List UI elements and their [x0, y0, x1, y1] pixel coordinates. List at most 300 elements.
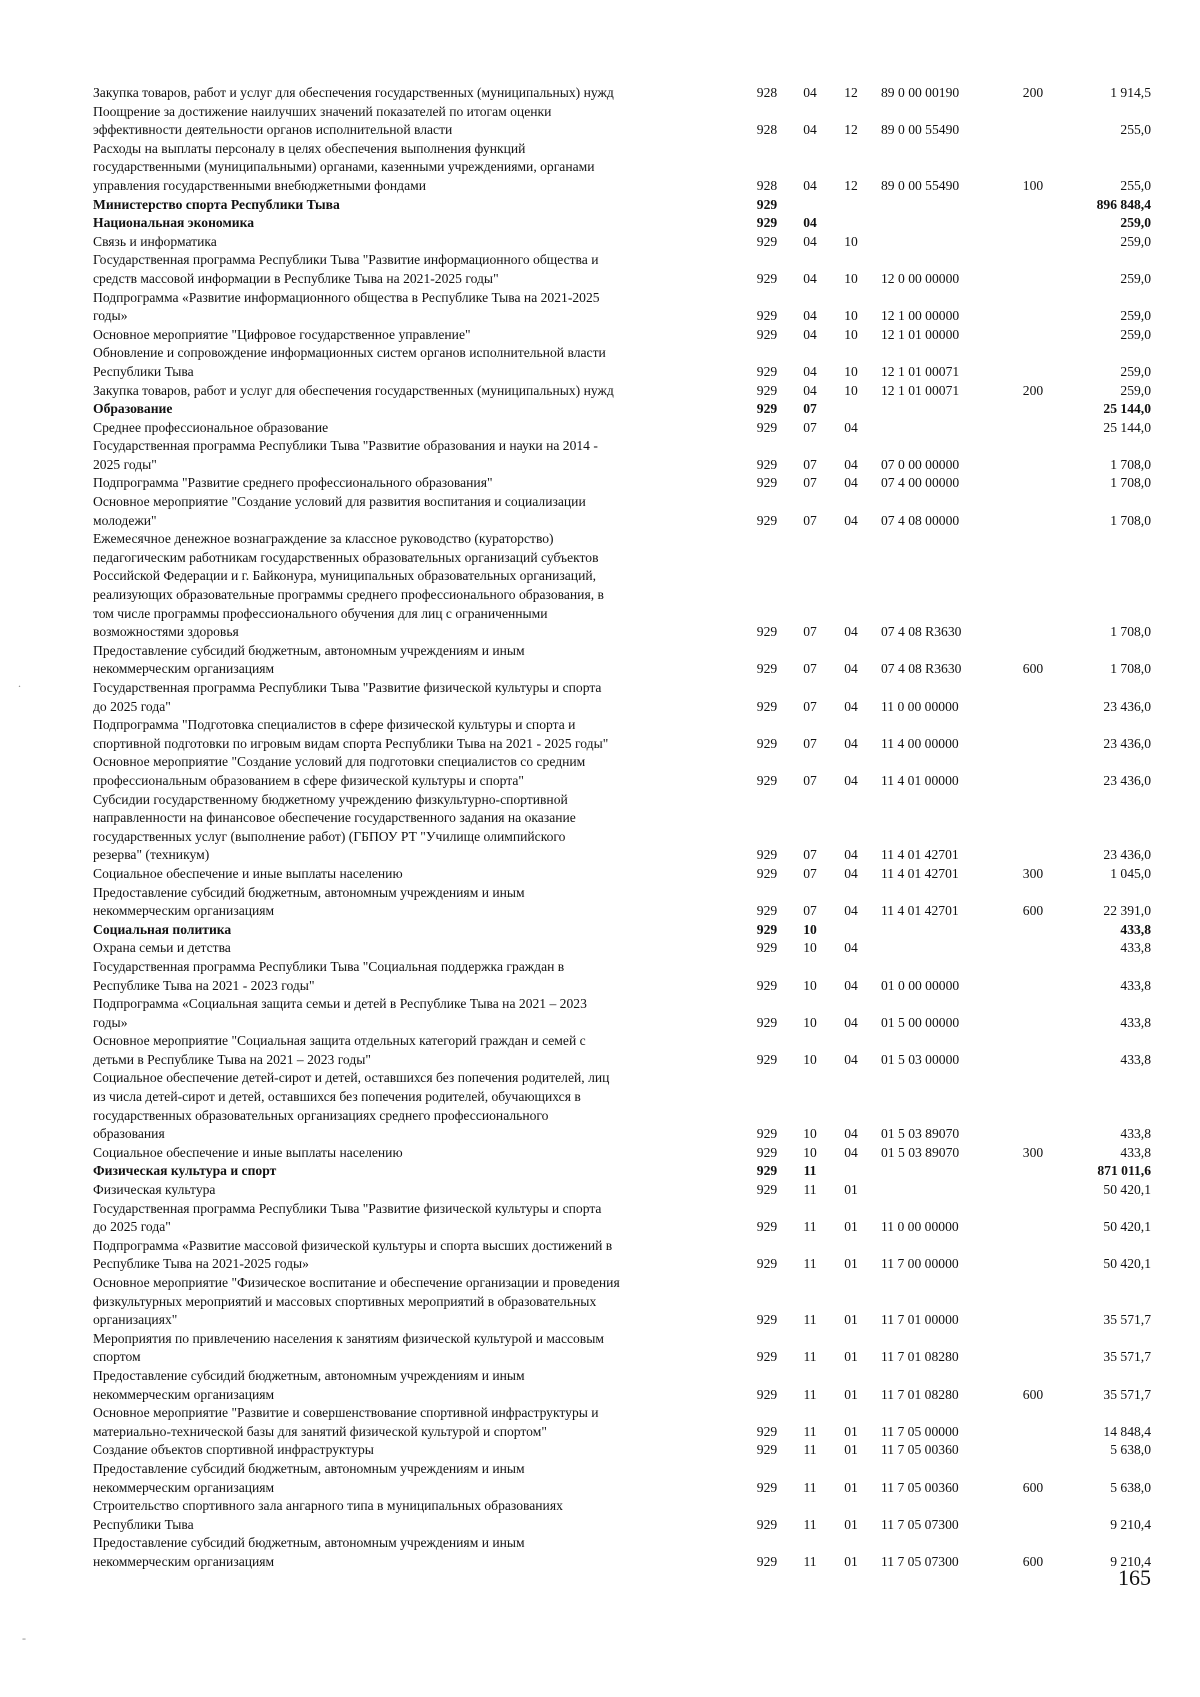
item-name-line: некоммерческим организациям	[93, 1553, 275, 1569]
target-item-code-cell: 01 5 03 00000	[881, 1051, 960, 1067]
department-code-cell: 929	[756, 977, 778, 993]
amount-cell: 1 708,0	[1110, 512, 1151, 528]
item-name-line: Обновление и сопровождение информационных систем органов исполнительной власти	[93, 345, 606, 361]
amount-cell: 23 436,0	[1103, 847, 1151, 863]
section-code-cell: 04	[803, 270, 817, 286]
department-code-cell: 929	[756, 1479, 778, 1495]
item-name-line: образования	[93, 1126, 165, 1142]
department-code-cell: 929	[756, 661, 778, 677]
item-name-line: Предоставление субсидий бюджетным, автономным учреждениям и иным	[93, 642, 525, 658]
item-name-cell	[93, 344, 713, 381]
amount-cell: 259,0	[1120, 308, 1151, 324]
item-name-cell	[93, 233, 713, 252]
item-name-line: Республике Тыва на 2021 - 2023 годы"	[93, 977, 315, 993]
table-row	[93, 1404, 1153, 1441]
target-item-code-cell: 11 7 01 08280	[881, 1349, 959, 1365]
amount-cell: 25 144,0	[1103, 419, 1151, 435]
item-name-line: Основное мероприятие "Развитие и совершенствование спортивной инфраструктуры и	[93, 1405, 599, 1421]
target-item-code-cell: 89 0 00 55490	[881, 177, 960, 193]
department-code-cell: 929	[756, 1386, 778, 1402]
item-name-cell	[93, 103, 713, 140]
department-code-cell: 929	[756, 903, 778, 919]
section-code-cell: 11	[803, 1386, 817, 1402]
amount-cell: 433,8	[1120, 1014, 1151, 1030]
table-row	[93, 326, 1153, 345]
subsection-code-cell: 10	[844, 363, 858, 379]
item-name-line: резерва" (техникум)	[93, 847, 210, 863]
amount-cell: 259,0	[1120, 326, 1151, 342]
subsection-code-cell: 04	[844, 772, 858, 788]
item-name-cell	[93, 791, 713, 865]
subsection-code-cell: 04	[844, 456, 858, 472]
table-row	[93, 196, 1153, 215]
item-name-cell	[93, 1367, 713, 1404]
table-row	[93, 753, 1153, 790]
section-code-cell: 04	[803, 308, 817, 324]
item-name-cell	[93, 382, 713, 401]
department-code-cell: 929	[756, 1312, 778, 1328]
subsection-code-cell: 01	[844, 1182, 858, 1198]
department-code-cell: 929	[756, 698, 778, 714]
item-name-line: 2025 годы"	[93, 456, 157, 472]
expense-type-code-cell: 200	[1022, 382, 1044, 398]
amount-cell: 259,0	[1120, 363, 1151, 379]
expense-type-code-cell: 300	[1022, 865, 1044, 881]
section-code-cell: 07	[803, 661, 817, 677]
item-name-cell	[93, 1237, 713, 1274]
subsection-code-cell: 10	[844, 308, 858, 324]
subsection-code-cell: 04	[844, 1144, 858, 1160]
subsection-code-cell: 04	[844, 419, 858, 435]
subsection-code-cell: 01	[844, 1349, 858, 1365]
item-name-line: эффективности деятельности органов исполнительной власти	[93, 122, 453, 138]
section-code-cell: 07	[803, 865, 817, 881]
item-name-cell	[93, 679, 713, 716]
table-row	[93, 642, 1153, 679]
item-name-cell	[93, 921, 713, 940]
target-item-code-cell: 01 0 00 00000	[881, 977, 960, 993]
item-name-cell	[93, 1404, 713, 1441]
item-name-line: государственными (муниципальными) органами, казенными учреждениями, органами	[93, 159, 595, 175]
item-name-line: Государственная программа Республики Тыва "Развитие образования и науки на 2014 -	[93, 438, 598, 454]
item-name-cell	[93, 753, 713, 790]
item-name-line: Предоставление субсидий бюджетным, автономным учреждениям и иным	[93, 1460, 525, 1476]
margin-mark: -	[22, 1631, 26, 1645]
department-code-cell: 929	[756, 233, 778, 249]
item-name-line: Связь и информатика	[93, 233, 217, 249]
target-item-code-cell: 07 4 08 00000	[881, 512, 960, 528]
item-name-line: Подпрограмма "Развитие среднего профессионального образования"	[93, 475, 493, 491]
table-row	[93, 1534, 1153, 1571]
table-row	[93, 251, 1153, 288]
table-row	[93, 1367, 1153, 1404]
section-code-cell: 04	[803, 382, 817, 398]
table-row	[93, 233, 1153, 252]
subsection-code-cell: 01	[844, 1442, 858, 1458]
amount-cell: 1 708,0	[1110, 456, 1151, 472]
table-row	[93, 865, 1153, 884]
department-code-cell: 929	[756, 1219, 778, 1235]
target-item-code-cell: 11 4 00 00000	[881, 735, 959, 751]
target-item-code-cell: 12 1 00 00000	[881, 308, 960, 324]
item-name-line: Государственная программа Республики Тыва "Социальная поддержка граждан в	[93, 958, 565, 974]
department-code-cell: 929	[756, 1349, 778, 1365]
item-name-cell	[93, 1460, 713, 1497]
target-item-code-cell: 11 7 01 00000	[881, 1312, 959, 1328]
department-code-cell: 929	[756, 512, 778, 528]
subsection-code-cell: 10	[844, 270, 858, 286]
item-name-line: Государственная программа Республики Тыва "Развитие физической культуры и спорта	[93, 680, 602, 695]
item-name-line: Закупка товаров, работ и услуг для обеспечения государственных (муниципальных) нужд	[93, 382, 614, 398]
item-name-cell	[93, 493, 713, 530]
item-name-cell	[93, 939, 713, 958]
section-code-cell: 11	[803, 1423, 817, 1439]
amount-cell: 5 638,0	[1110, 1442, 1151, 1458]
section-code-cell: 07	[803, 475, 817, 491]
table-row	[93, 289, 1153, 326]
section-code-cell: 10	[803, 921, 817, 937]
subsection-code-cell: 04	[844, 1051, 858, 1067]
target-item-code-cell: 11 0 00 00000	[881, 1219, 959, 1235]
subsection-code-cell: 01	[844, 1256, 858, 1272]
item-name-cell	[93, 1441, 713, 1460]
department-code-cell: 929	[756, 326, 778, 342]
section-code-cell: 10	[803, 1126, 817, 1142]
section-code-cell: 07	[803, 698, 817, 714]
target-item-code-cell: 11 4 01 42701	[881, 903, 959, 919]
item-name-line: Основное мероприятие "Цифровое государственное управление"	[93, 326, 471, 342]
item-name-cell	[93, 1162, 713, 1181]
department-code-cell: 929	[756, 772, 778, 788]
target-item-code-cell: 11 0 00 00000	[881, 698, 959, 714]
item-name-line: Подпрограмма "Подготовка специалистов в сфере физической культуры и спорта и	[93, 717, 576, 733]
item-name-line: Ежемесячное денежное вознаграждение за классное руководство (кураторство)	[93, 531, 554, 547]
item-name-cell	[93, 437, 713, 474]
subsection-code-cell: 04	[844, 977, 858, 993]
item-name-line: Образование	[93, 401, 173, 417]
item-name-line: Создание объектов спортивной инфраструктуры	[93, 1442, 374, 1458]
item-name-line: из числа детей-сирот и детей, оставшихся без попечения родителей, обучающихся в	[93, 1089, 581, 1105]
amount-cell: 22 391,0	[1103, 903, 1151, 919]
item-name-cell	[93, 196, 713, 215]
item-name-cell	[93, 474, 713, 493]
item-name-line: направленности на финансовое обеспечение государственного задания на оказание	[93, 810, 576, 826]
table-row	[93, 344, 1153, 381]
table-row	[93, 791, 1153, 865]
subsection-code-cell: 01	[844, 1312, 858, 1328]
item-name-line: Основное мероприятие "Создание условий для подготовки специалистов со средним	[93, 754, 586, 770]
item-name-line: Государственная программа Республики Тыва "Развитие физической культуры и спорта	[93, 1200, 602, 1216]
amount-cell: 433,8	[1120, 977, 1151, 993]
table-row	[93, 958, 1153, 995]
section-code-cell: 10	[803, 1144, 817, 1160]
department-code-cell: 929	[756, 1051, 778, 1067]
department-code-cell: 929	[756, 1014, 778, 1030]
department-code-cell: 929	[756, 1126, 778, 1142]
table-row	[93, 214, 1153, 233]
table-row	[93, 419, 1153, 438]
subsection-code-cell: 04	[844, 865, 858, 881]
table-row	[93, 1441, 1153, 1460]
department-code-cell: 928	[756, 122, 778, 138]
item-name-line: Республики Тыва	[93, 1516, 194, 1532]
item-name-line: Мероприятия по привлечению населения к занятиям физической культурой и массовым	[93, 1330, 604, 1346]
target-item-code-cell: 89 0 00 00190	[881, 85, 960, 100]
item-name-line: педагогическим работникам государственных образовательных организаций субъектов	[93, 549, 599, 565]
amount-cell: 433,8	[1120, 1051, 1151, 1067]
subsection-code-cell: 01	[844, 1516, 858, 1532]
subsection-code-cell: 01	[844, 1219, 858, 1235]
department-code-cell: 928	[756, 85, 778, 100]
table-row	[93, 474, 1153, 493]
item-name-line: некоммерческим организациям	[93, 661, 275, 677]
target-item-code-cell: 07 4 08 R3630	[881, 624, 962, 640]
section-code-cell: 11	[803, 1219, 817, 1235]
section-code-cell: 04	[803, 215, 817, 231]
table-row	[93, 1237, 1153, 1274]
item-name-line: материально-технической базы для занятий физической культурой и спортом"	[93, 1423, 547, 1439]
item-name-line: Социальное обеспечение и иные выплаты населению	[93, 1144, 403, 1160]
item-name-cell	[93, 958, 713, 995]
item-name-cell	[93, 140, 713, 196]
section-code-cell: 10	[803, 977, 817, 993]
department-code-cell: 929	[756, 308, 778, 324]
item-name-line: управления государственными внебюджетными фондами	[93, 177, 426, 193]
item-name-cell	[93, 716, 713, 753]
department-code-cell: 929	[756, 456, 778, 472]
table-row	[93, 382, 1153, 401]
table-row	[93, 84, 1153, 103]
item-name-cell	[93, 1534, 713, 1571]
item-name-cell	[93, 1181, 713, 1200]
subsection-code-cell: 04	[844, 1126, 858, 1142]
section-code-cell: 11	[803, 1553, 817, 1569]
expense-type-code-cell: 100	[1022, 177, 1044, 193]
expense-type-code-cell: 600	[1022, 1479, 1044, 1495]
margin-mark: .	[18, 676, 21, 690]
table-row	[93, 1069, 1153, 1143]
section-code-cell: 07	[803, 772, 817, 788]
table-row	[93, 437, 1153, 474]
department-code-cell: 929	[756, 401, 778, 417]
subsection-code-cell: 04	[844, 475, 858, 491]
table-row	[93, 493, 1153, 530]
subsection-code-cell: 12	[844, 122, 858, 138]
item-name-line: Среднее профессиональное образование	[93, 419, 329, 435]
section-code-cell: 11	[803, 1349, 817, 1365]
item-name-line: Подпрограмма «Развитие информационного общества в Республике Тыва на 2021-2025	[93, 289, 600, 305]
target-item-code-cell: 11 7 05 07300	[881, 1553, 959, 1569]
expense-type-code-cell: 600	[1022, 903, 1044, 919]
section-code-cell: 04	[803, 363, 817, 379]
item-name-cell	[93, 1497, 713, 1534]
department-code-cell: 929	[756, 1442, 778, 1458]
item-name-cell	[93, 326, 713, 345]
item-name-line: Подпрограмма «Социальная защита семьи и детей в Республике Тыва на 2021 – 2023	[93, 996, 587, 1012]
table-row	[93, 1330, 1153, 1367]
subsection-code-cell: 04	[844, 903, 858, 919]
section-code-cell: 07	[803, 624, 817, 640]
department-code-cell: 929	[756, 940, 778, 956]
section-code-cell: 07	[803, 735, 817, 751]
expense-type-code-cell: 200	[1022, 85, 1044, 100]
item-name-line: спортом	[93, 1349, 141, 1365]
section-code-cell: 04	[803, 177, 817, 193]
item-name-line: профессиональным образованием в сфере физической культуры и спорта"	[93, 772, 524, 788]
subsection-code-cell: 01	[844, 1479, 858, 1495]
amount-cell: 50 420,1	[1103, 1219, 1151, 1235]
amount-cell: 50 420,1	[1103, 1256, 1151, 1272]
amount-cell: 25 144,0	[1103, 401, 1151, 417]
department-code-cell: 929	[756, 624, 778, 640]
target-item-code-cell: 11 7 05 07300	[881, 1516, 959, 1532]
item-name-line: Министерство спорта Республики Тыва	[93, 196, 340, 212]
department-code-cell: 929	[756, 1516, 778, 1532]
amount-cell: 433,8	[1120, 1144, 1151, 1160]
section-code-cell: 04	[803, 85, 817, 100]
item-name-cell	[93, 289, 713, 326]
target-item-code-cell: 89 0 00 55490	[881, 122, 960, 138]
expense-type-code-cell: 600	[1022, 661, 1044, 677]
amount-cell: 1 708,0	[1110, 624, 1151, 640]
amount-cell: 1 045,0	[1110, 865, 1151, 881]
section-code-cell: 04	[803, 326, 817, 342]
subsection-code-cell: 04	[844, 512, 858, 528]
item-name-line: возможностями здоровья	[93, 624, 239, 640]
item-name-line: Предоставление субсидий бюджетным, автономным учреждениям и иным	[93, 1535, 525, 1551]
item-name-line: некоммерческим организациям	[93, 903, 275, 919]
subsection-code-cell: 01	[844, 1553, 858, 1569]
amount-cell: 259,0	[1120, 270, 1151, 286]
item-name-line: средств массовой информации в Республике Тыва на 2021-2025 годы"	[93, 270, 499, 286]
subsection-code-cell: 04	[844, 698, 858, 714]
table-row	[93, 1162, 1153, 1181]
target-item-code-cell: 01 5 03 89070	[881, 1144, 960, 1160]
target-item-code-cell: 11 4 01 42701	[881, 847, 959, 863]
item-name-cell	[93, 251, 713, 288]
section-code-cell: 07	[803, 419, 817, 435]
amount-cell: 5 638,0	[1110, 1479, 1151, 1495]
item-name-line: молодежи"	[93, 512, 157, 528]
target-item-code-cell: 11 7 01 08280	[881, 1386, 959, 1402]
subsection-code-cell: 10	[844, 326, 858, 342]
amount-cell: 50 420,1	[1103, 1182, 1151, 1198]
item-name-line: Физическая культура	[93, 1182, 216, 1198]
item-name-line: до 2025 года"	[93, 698, 171, 714]
target-item-code-cell: 11 4 01 42701	[881, 865, 959, 881]
item-name-line: детьми в Республике Тыва на 2021 – 2023 годы"	[93, 1051, 371, 1067]
department-code-cell: 929	[756, 363, 778, 379]
subsection-code-cell: 04	[844, 1014, 858, 1030]
item-name-line: годы»	[93, 308, 128, 324]
table-row	[93, 400, 1153, 419]
item-name-line: Подпрограмма «Развитие массовой физической культуры и спорта высших достижений в	[93, 1237, 613, 1253]
item-name-cell	[93, 1032, 713, 1069]
target-item-code-cell: 12 0 00 00000	[881, 270, 960, 286]
item-name-cell	[93, 1144, 713, 1163]
subsection-code-cell: 10	[844, 382, 858, 398]
department-code-cell: 929	[756, 419, 778, 435]
item-name-cell	[93, 419, 713, 438]
item-name-line: Предоставление субсидий бюджетным, автономным учреждениям и иным	[93, 884, 525, 900]
item-name-cell	[93, 995, 713, 1032]
item-name-line: Основное мероприятие "Социальная защита отдельных категорий граждан и семей с	[93, 1033, 586, 1049]
amount-cell: 255,0	[1120, 122, 1151, 138]
item-name-cell	[93, 865, 713, 884]
section-code-cell: 11	[803, 1182, 817, 1198]
item-name-line: физкультурных мероприятий и массовых спортивных мероприятий в образовательных	[93, 1293, 597, 1309]
target-item-code-cell: 11 4 01 00000	[881, 772, 959, 788]
target-item-code-cell: 07 0 00 00000	[881, 456, 960, 472]
item-name-line: спортивной подготовки по игровым видам спорта Республики Тыва на 2021 - 2025 годы"	[93, 735, 609, 751]
page-number: 165	[1118, 1565, 1151, 1590]
department-code-cell: 929	[756, 382, 778, 398]
table-row	[93, 1200, 1153, 1237]
department-code-cell: 929	[756, 196, 778, 212]
amount-cell: 255,0	[1120, 177, 1151, 193]
amount-cell: 259,0	[1120, 382, 1151, 398]
target-item-code-cell: 11 7 05 00360	[881, 1442, 959, 1458]
section-code-cell: 11	[803, 1312, 817, 1328]
section-code-cell: 10	[803, 940, 817, 956]
department-code-cell: 929	[756, 1163, 778, 1179]
department-code-cell: 929	[756, 270, 778, 286]
item-name-cell	[93, 1330, 713, 1367]
department-code-cell: 929	[756, 1256, 778, 1272]
table-row	[93, 716, 1153, 753]
target-item-code-cell: 11 7 05 00360	[881, 1479, 959, 1495]
item-name-line: Республики Тыва	[93, 363, 194, 379]
subsection-code-cell: 01	[844, 1386, 858, 1402]
amount-cell: 35 571,7	[1103, 1312, 1151, 1328]
section-code-cell: 07	[803, 456, 817, 472]
amount-cell: 259,0	[1120, 233, 1151, 249]
subsection-code-cell: 04	[844, 624, 858, 640]
item-name-line: Республике Тыва на 2021-2025 годы»	[93, 1256, 309, 1272]
item-name-line: реализующих образовательные программы среднего профессионального образования, в	[93, 587, 604, 603]
item-name-line: Основное мероприятие "Создание условий для развития воспитания и социализации	[93, 494, 586, 510]
item-name-cell	[93, 530, 713, 642]
item-name-cell	[93, 642, 713, 679]
amount-cell: 896 848,4	[1096, 196, 1151, 212]
section-code-cell: 11	[803, 1442, 817, 1458]
table-row	[93, 1460, 1153, 1497]
item-name-line: организациях"	[93, 1312, 178, 1328]
item-name-line: Закупка товаров, работ и услуг для обеспечения государственных (муниципальных) нужд	[93, 85, 614, 100]
table-row	[93, 140, 1153, 196]
department-code-cell: 929	[756, 215, 778, 231]
item-name-line: Национальная экономика	[93, 215, 254, 231]
section-code-cell: 10	[803, 1051, 817, 1067]
table-row	[93, 1274, 1153, 1330]
item-name-line: Физическая культура и спорт	[93, 1163, 277, 1179]
section-code-cell: 07	[803, 401, 817, 417]
amount-cell: 14 848,4	[1103, 1423, 1151, 1439]
amount-cell: 1 708,0	[1110, 475, 1151, 491]
table-row	[93, 1181, 1153, 1200]
subsection-code-cell: 04	[844, 735, 858, 751]
amount-cell: 35 571,7	[1103, 1386, 1151, 1402]
subsection-code-cell: 01	[844, 1423, 858, 1439]
section-code-cell: 04	[803, 233, 817, 249]
item-name-line: до 2025 года"	[93, 1219, 171, 1235]
table-row	[93, 921, 1153, 940]
department-code-cell: 928	[756, 177, 778, 193]
amount-cell: 259,0	[1120, 215, 1151, 231]
department-code-cell: 929	[756, 735, 778, 751]
amount-cell: 23 436,0	[1103, 698, 1151, 714]
section-code-cell: 11	[803, 1256, 817, 1272]
